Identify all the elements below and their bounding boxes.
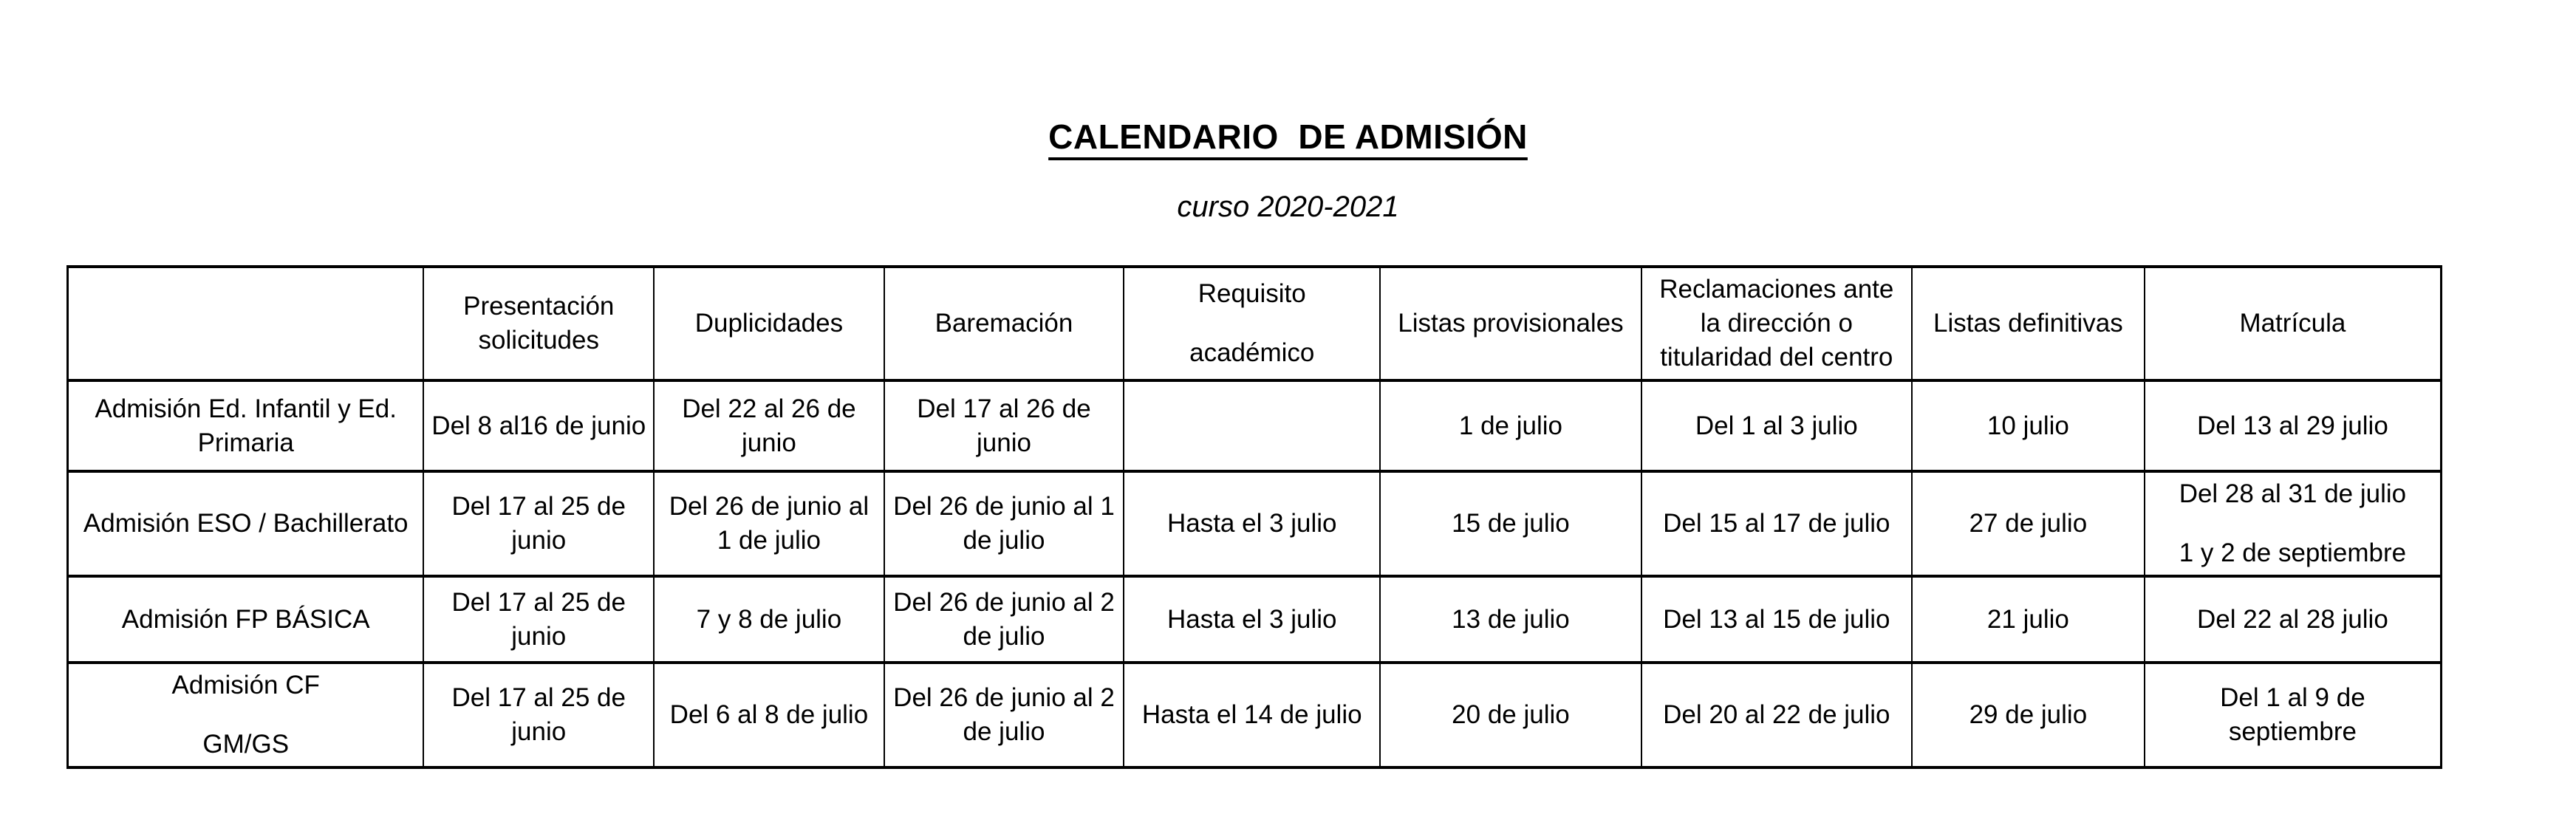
table-header	[68, 267, 2442, 380]
column-header: Reclamaciones ante la dirección o titularidad del centro	[1641, 267, 1912, 380]
table-row	[68, 471, 2442, 576]
column-header: Duplicidades	[654, 267, 884, 380]
table-row	[68, 380, 2442, 471]
cell-line: Del 1 al 9 de	[2220, 683, 2365, 712]
table-cell: Del 17 al 25 de junio	[423, 576, 654, 663]
table-row	[68, 663, 2442, 767]
table-cell: Del 22 al 26 de junio	[654, 380, 884, 471]
table-cell: Del 22 al 28 julio	[2145, 576, 2442, 663]
cell-line: Requisito	[1198, 279, 1306, 308]
table-cell: 13 de julio	[1380, 576, 1641, 663]
table-cell: Hasta el 3 julio	[1124, 471, 1380, 576]
table-cell: Del 15 al 17 de julio	[1641, 471, 1912, 576]
cell-line: 1 y 2 de septiembre	[2179, 538, 2407, 567]
table-cell: Del 26 de junio al 1 de julio	[884, 471, 1124, 576]
column-header	[68, 267, 424, 380]
table-cell	[2145, 471, 2442, 576]
table-cell: 27 de julio	[1912, 471, 2145, 576]
column-header: Matrícula	[2145, 267, 2442, 380]
cell-line: Del 28 al 31 de julio	[2179, 479, 2407, 508]
header-row	[68, 267, 2442, 380]
table-body	[68, 380, 2442, 767]
row-label	[68, 663, 424, 767]
column-header: Presentación solicitudes	[423, 267, 654, 380]
cell-line: septiembre	[2228, 717, 2357, 746]
table-cell: 1 de julio	[1380, 380, 1641, 471]
table-cell: Del 1 al 3 julio	[1641, 380, 1912, 471]
row-label: Admisión ESO / Bachillerato	[68, 471, 424, 576]
table-cell: Del 6 al 8 de julio	[654, 663, 884, 767]
table-cell: Del 13 al 15 de julio	[1641, 576, 1912, 663]
table-cell: 10 julio	[1912, 380, 2145, 471]
column-header: Baremación	[884, 267, 1124, 380]
cell-line: Admisión CF	[171, 671, 320, 700]
table-cell: 7 y 8 de julio	[654, 576, 884, 663]
table-cell: 21 julio	[1912, 576, 2145, 663]
table-cell: 15 de julio	[1380, 471, 1641, 576]
table-row	[68, 576, 2442, 663]
row-label: Admisión FP BÁSICA	[68, 576, 424, 663]
table-cell: Del 17 al 25 de junio	[423, 471, 654, 576]
table-cell	[2145, 663, 2442, 767]
column-header: Listas definitivas	[1912, 267, 2145, 380]
table-cell: Del 26 de junio al 2 de julio	[884, 663, 1124, 767]
column-header	[1124, 267, 1380, 380]
table-cell: 20 de julio	[1380, 663, 1641, 767]
table-cell: Del 26 de junio al 1 de julio	[654, 471, 884, 576]
table-cell: Del 8 al16 de junio	[423, 380, 654, 471]
table-cell: 29 de julio	[1912, 663, 2145, 767]
table-cell: Del 17 al 26 de junio	[884, 380, 1124, 471]
table-cell: Del 20 al 22 de julio	[1641, 663, 1912, 767]
row-label: Admisión Ed. Infantil y Ed. Primaria	[68, 380, 424, 471]
table-cell: Del 26 de junio al 2 de julio	[884, 576, 1124, 663]
page-title: CALENDARIO DE ADMISIÓN	[1048, 117, 1528, 156]
cell-line: académico	[1189, 338, 1315, 367]
admission-calendar-table	[66, 265, 2442, 769]
page-subtitle: curso 2020-2021	[1177, 191, 1399, 223]
table-cell: Del 17 al 25 de junio	[423, 663, 654, 767]
cell-line: GM/GS	[202, 730, 290, 759]
table-cell	[1124, 380, 1380, 471]
table-cell: Hasta el 14 de julio	[1124, 663, 1380, 767]
table-cell: Del 13 al 29 julio	[2145, 380, 2442, 471]
table-cell: Hasta el 3 julio	[1124, 576, 1380, 663]
column-header: Listas provisionales	[1380, 267, 1641, 380]
